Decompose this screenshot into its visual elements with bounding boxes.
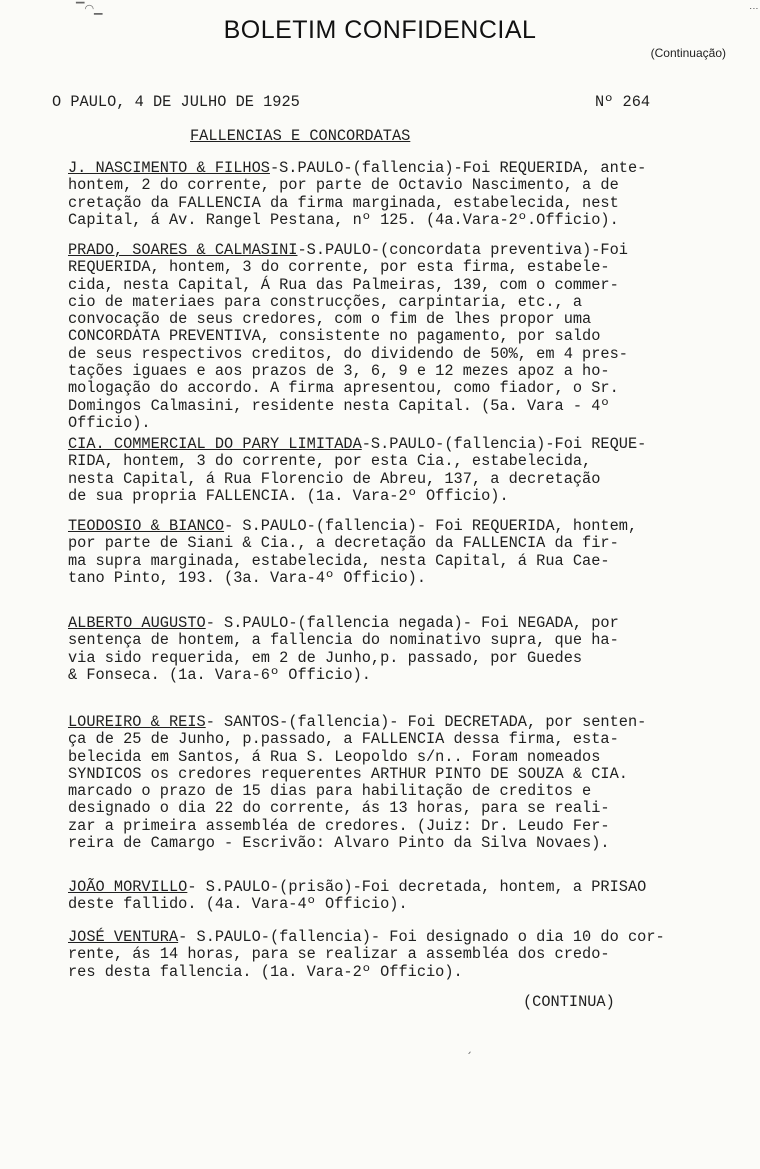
entry-loureiro bbox=[68, 714, 708, 852]
entry-text: - S.PAULO-(fallencia negada)- Foi NEGADA, por sentença de hontem, a fallencia do nominativo supra, que ha- via sido requerida, em 2 de Junho,p. passado, por Guedes & Fonseca. (1a. Vara-6º Officio). bbox=[68, 614, 619, 684]
entry-prado-soares bbox=[68, 242, 708, 432]
entry-cia-commercial bbox=[68, 436, 708, 505]
entry-nascimento bbox=[68, 160, 708, 229]
continuation-note: (Continuação) bbox=[650, 46, 726, 60]
entry-name: LOUREIRO & REIS bbox=[68, 713, 206, 731]
entry-text: - SANTOS-(fallencia)- Foi DECRETADA, por senten- ça de 25 de Junho, p.passado, a FALLENCIA dessa firma, esta- belecida em Santos, á Rua S. Leopoldo s/n.. Foram nomeados SYNDICOS os credores requerentes ARTHUR PINTO DE SOUZA & CIA. marcado o prazo de 15 dias para habilitação de creditos e designado o dia 22 do corrente, ás 13 horas, para se reali- zar a primeira assembléa de credores. (Juiz: Dr. Leudo Fer- reira de Camargo - Escrivão: Alvaro Pinto da Silva Novaes). bbox=[68, 713, 647, 853]
section-title bbox=[190, 128, 410, 145]
scan-mark-icon: ▔◠▁ bbox=[76, 2, 103, 15]
entry-jose-ventura bbox=[68, 929, 708, 981]
entry-text: - S.PAULO-(prisão)-Foi decretada, hontem, a PRISAO deste fallido. (4a. Vara-4º Officio). bbox=[68, 878, 647, 914]
entry-alberto bbox=[68, 615, 708, 684]
entry-name: ALBERTO AUGUSTO bbox=[68, 614, 206, 632]
entry-joao-morvillo bbox=[68, 879, 708, 914]
dateline: O PAULO, 4 DE JULHO DE 1925 bbox=[52, 93, 300, 111]
entry-text: - S.PAULO-(fallencia)- Foi designado o dia 10 do cor- rente, ás 14 horas, para se realizar a assembléa dos credo- res desta fallencia. (1a. Vara-2º Officio). bbox=[68, 928, 665, 981]
entry-text: -S.PAULO-(fallencia)-Foi REQUE- RIDA, hontem, 3 do corrente, por esta Cia., estabelecida, nesta Capital, á Rua Florencio de Abreu, 137, a decretação de sua propria FALLENCIA. (1a. Vara-2º Officio). bbox=[68, 435, 647, 505]
entry-name: TEODOSIO & BIANCO bbox=[68, 517, 225, 535]
entry-name: PRADO, SOARES & CALMASINI bbox=[68, 241, 298, 259]
entry-text: -S.PAULO-(fallencia)-Foi REQUERIDA, ante- hontem, 2 do corrente, por parte de Octavio Nascimento, a de cretação da FALLENCIA da firma marginada, estabelecida, nest Capital, á Av. Rangel Pestana, nº 125. (4a.Vara-2º.Officio). bbox=[68, 159, 647, 229]
entry-name: CIA. COMMERCIAL DO PARY LIMITADA bbox=[68, 435, 362, 453]
continua-note: (CONTINUA) bbox=[523, 993, 615, 1011]
document-title: BOLETIM CONFIDENCIAL bbox=[223, 16, 537, 44]
entry-name: JOÃO MORVILLO bbox=[68, 878, 188, 896]
margin-mark-icon: ⋮ bbox=[748, 4, 758, 13]
entry-teodosio bbox=[68, 518, 708, 587]
entry-name: J. NASCIMENTO & FILHOS bbox=[68, 159, 270, 177]
entry-text: -S.PAULO-(concordata preventiva)-Foi REQUERIDA, hontem, 3 do corrente, por esta firma, estabele- cida, nesta Capital, Á Rua das Palmeiras, 139, com o commer- cio de materiaes para construcções, carpintaria, etc., a convocação de seus credores, com o fim de lhes propor uma CONCORDATA PREVENTIVA, consistente no pagamento, por saldo de seus respectivos creditos, do dividendo de 50%, em 4 pres- tações iguaes e aos prazos de 3, 6, 9 e 12 mezes apoz a ho- mologação do accordo. A firma apresentou, como fiador, o Sr. Domingos Calmasini, residente nesta Capital. (5a. Vara - 4º Officio). bbox=[68, 241, 628, 432]
entry-name: JOSÉ VENTURA bbox=[68, 928, 179, 946]
section-title-text: FALLENCIAS E CONCORDATAS bbox=[190, 127, 411, 145]
entry-text: - S.PAULO-(fallencia)- Foi REQUERIDA, hontem, por parte de Siani & Cia., a decretação da FALLENCIA da fir- ma supra marginada, estabelecida, nesta Capital, á Rua Cae- tano Pinto, 193. (3a. Vara-4º Officio). bbox=[68, 517, 638, 587]
stray-mark-icon: ˏ bbox=[466, 1040, 472, 1054]
bulletin-number: Nº 264 bbox=[595, 93, 651, 111]
